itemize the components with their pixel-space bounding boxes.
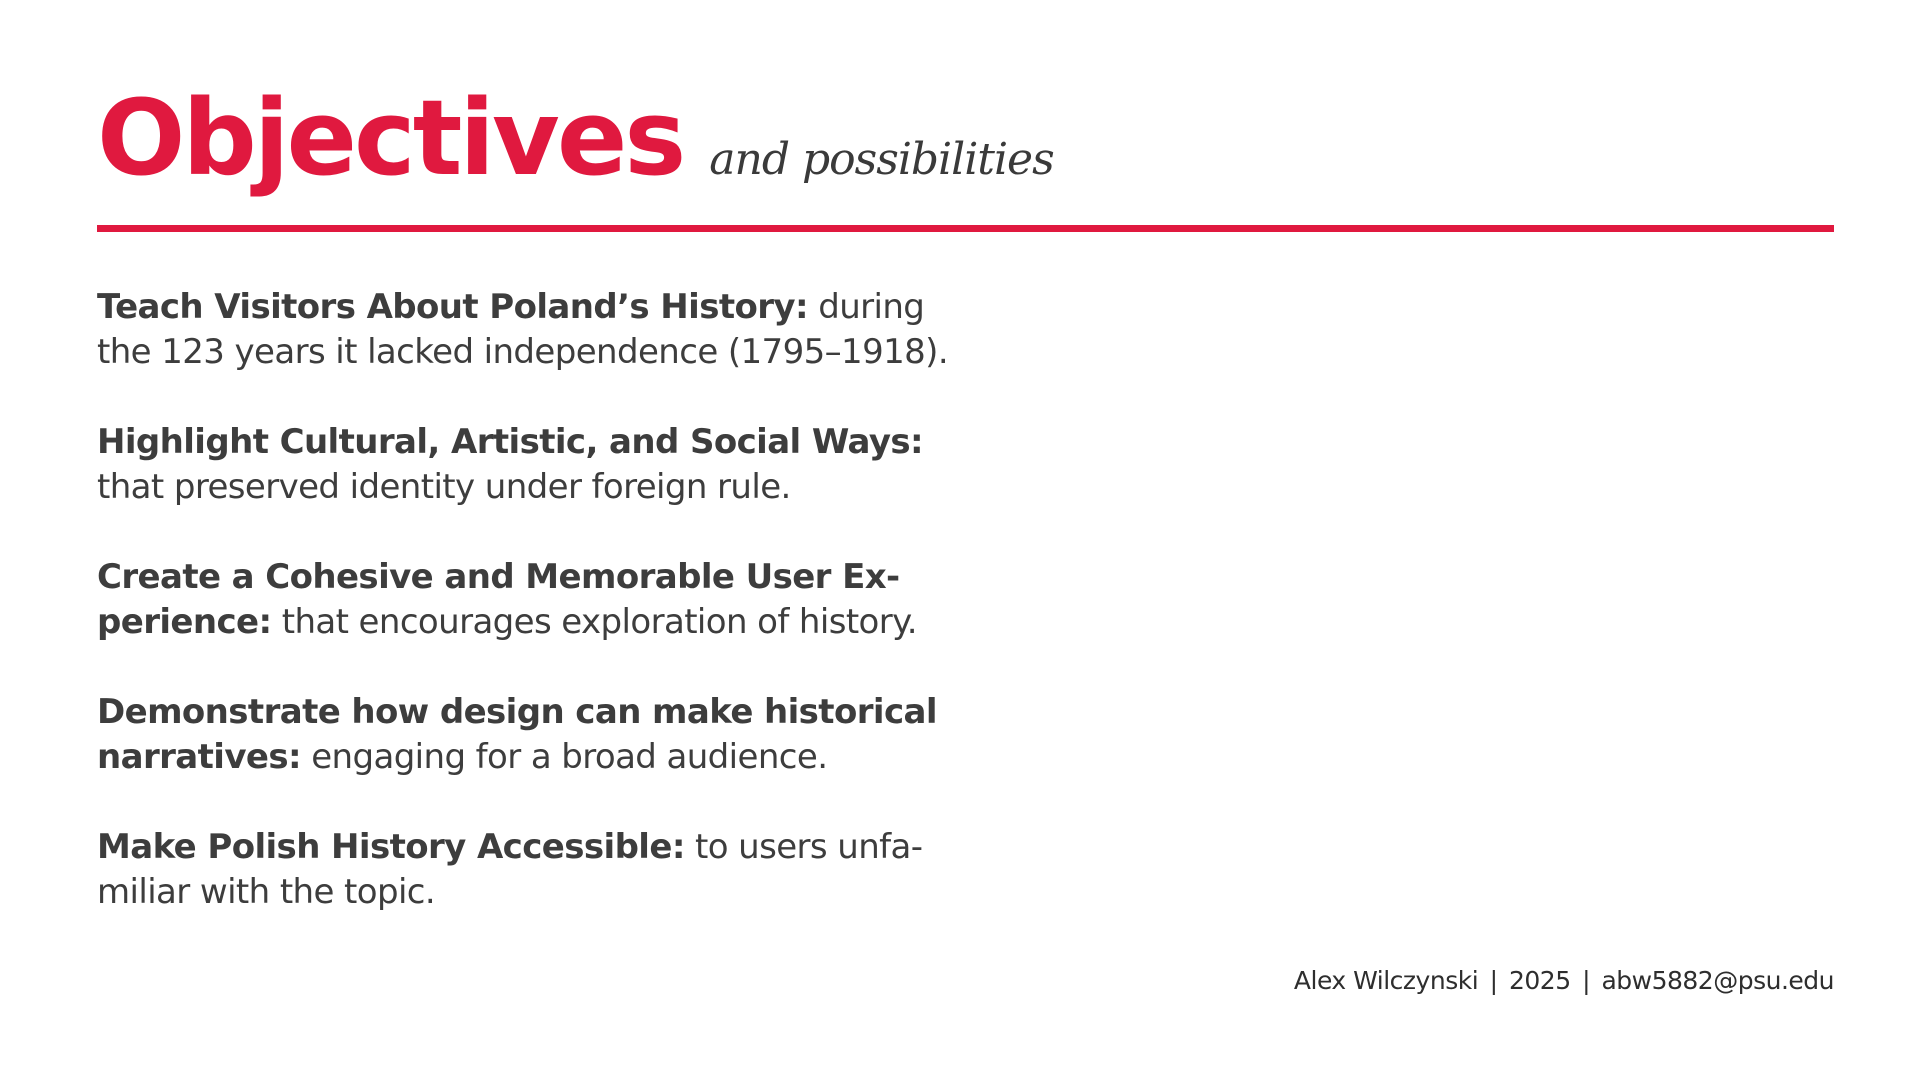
objective-text: the 123 years it lacked independence (1795–1918). [97,332,949,372]
objective-text: to users unfa- [684,827,923,867]
slide-header [97,78,1054,198]
slide-footer [1294,963,1834,999]
objective-heading: Demonstrate how design can make historical [97,692,937,732]
objective-heading: Make Polish History Accessible: [97,827,685,867]
objective-line [97,465,977,510]
objective-heading: Create a Cohesive and Memorable User Ex- [97,557,900,597]
objective-item-accessibility [97,825,977,915]
objective-heading: narratives: [97,737,301,777]
footer-email: abw5882@psu.edu [1601,966,1834,995]
objective-line [97,330,977,375]
objective-item-user-experience [97,555,977,645]
objective-item-design [97,690,977,780]
title-divider [97,225,1834,232]
objectives-list [97,285,977,960]
objective-text: engaging for a broad audience. [301,737,828,777]
objective-heading: Highlight Cultural, Artistic, and Social Ways: [97,422,924,462]
objective-line [97,690,977,735]
objective-text: during [808,287,925,327]
footer-separator: | [1489,966,1498,995]
objective-line [97,555,977,600]
objective-line [97,870,977,915]
footer-author: Alex Wilczynski [1293,966,1479,995]
objective-heading: perience: [97,602,272,642]
objective-text: miliar with the topic. [97,872,436,912]
slide-title: Objectives [97,77,684,199]
objective-heading: Teach Visitors About Poland’s History: [97,287,808,327]
slide-subtitle: and possibilities [709,134,1054,185]
footer-year: 2025 [1508,966,1571,995]
footer-separator: | [1582,966,1590,995]
objective-item-history [97,285,977,375]
objective-text: that preserved identity under foreign rule. [97,467,791,507]
objective-text: that encourages exploration of history. [271,602,918,642]
objective-line [97,600,977,645]
objective-line [97,420,977,465]
objective-line [97,285,977,330]
objective-item-culture [97,420,977,510]
objective-line [97,825,977,870]
objective-line [97,735,977,780]
